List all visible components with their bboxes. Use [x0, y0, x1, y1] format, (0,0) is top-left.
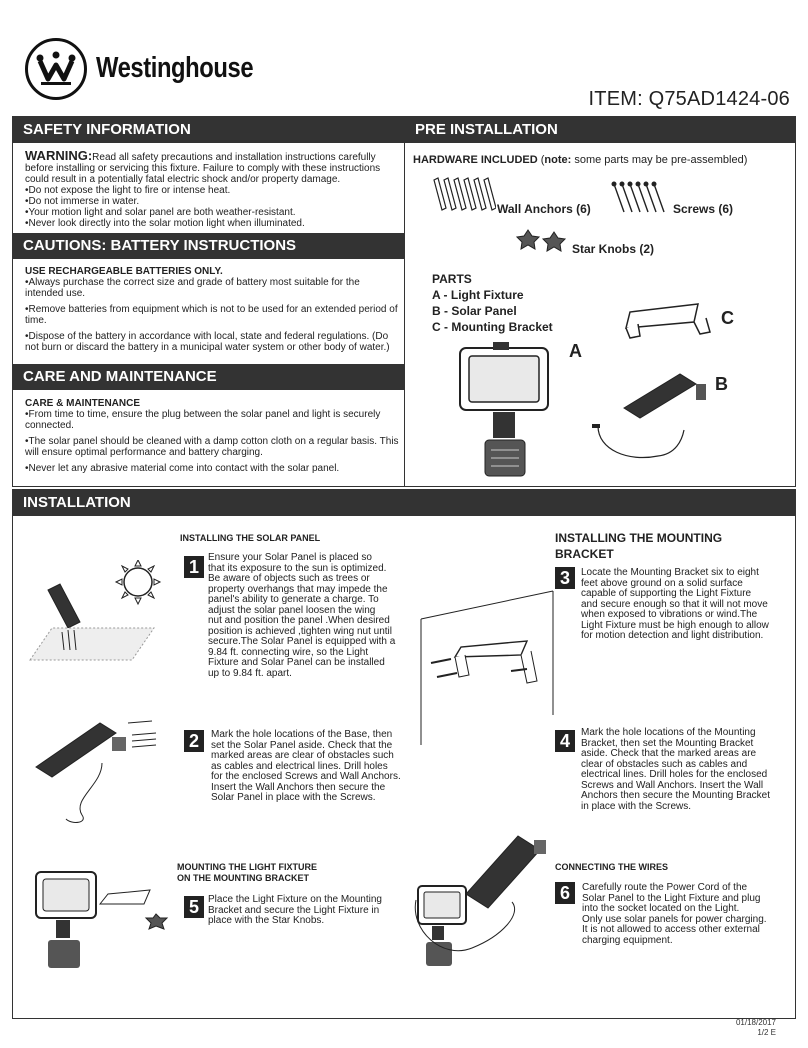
cautions-body	[25, 266, 399, 353]
parts-title: PARTS	[432, 272, 472, 286]
pre-installation-header: PRE INSTALLATION	[405, 117, 795, 143]
cautions-bullet: •Dispose of the battery in accordance with local, state and federal regulations. (Do not burn or discard the battery in a municipal water system or other body of water.)	[25, 331, 390, 353]
step-1-text: Ensure your Solar Panel is placed so that its exposure to the sun is optimized. Be aware of objects such as trees or property overhangs that may impede the panel's ability to generate a charge. To adjust the solar panel loosen the wing nut and position the panel .When desired position is achieved ,tighten wing nut until secure.The Solar Panel is equipped with a 9.84 ft. connecting wire, so the Light Fixture and Solar Panel can be installed up to 9.84 ft. apart.	[208, 552, 396, 679]
hardware-included: HARDWARE INCLUDED (note: some parts may be pre-assembled)	[413, 154, 748, 166]
footer	[736, 1018, 776, 1038]
solar-panel-illustration	[588, 370, 713, 468]
screws-icon	[610, 180, 672, 216]
cautions-header: CAUTIONS: BATTERY INSTRUCTIONS	[13, 233, 404, 259]
column-divider	[404, 116, 405, 487]
light-fixture-illustration	[455, 340, 555, 485]
step-2-text: Mark the hole locations of the Base, then set the Solar Panel aside. Check that the marked areas are clear of obstacles such as cables and electrical lines. Drill holes for the enclosed Screws and Wall Anchors. Insert the Wall Anchors then secure the Solar Panel in place with the Screws.	[211, 729, 401, 803]
safety-bullet: •Your motion light and solar panel are both weather-resistant.	[25, 207, 296, 218]
care-subtitle: CARE & MAINTENANCE	[25, 398, 140, 409]
part-letter-c: C	[721, 308, 734, 328]
wall-bracket-illustration	[415, 585, 555, 745]
step-5-number: 5	[184, 896, 204, 918]
footer-page: 1/2 E	[757, 1028, 776, 1037]
brand-name: Westinghouse	[96, 52, 254, 84]
part-item: B - Solar Panel	[432, 304, 517, 318]
solar-panel-mount-illustration	[32, 715, 172, 830]
step-1-number: 1	[184, 556, 204, 578]
safety-bullet: •Never look directly into the solar motion light when illuminated.	[25, 218, 305, 229]
care-bullet: •From time to time, ensure the plug between the solar panel and light is securely connected.	[25, 409, 381, 431]
safety-header: SAFETY INFORMATION	[13, 117, 404, 143]
hardware-label: HARDWARE INCLUDED	[413, 154, 538, 166]
step-3-text: Locate the Mounting Bracket six to eight feet above ground on a solid surface capable of supporting the Light Fixture and secure enough so that it will not move when exposed to vibrations or wind.The Light Fixture must be high enough to allow for motion detection and light distribution.	[581, 567, 769, 641]
part-item: C - Mounting Bracket	[432, 320, 553, 334]
mounting-bracket-heading: INSTALLING THE MOUNTING BRACKET	[555, 531, 723, 561]
note-text: some parts may be pre-assembled)	[571, 154, 748, 166]
care-bullet: •Never let any abrasive material come into contact with the solar panel.	[25, 463, 340, 474]
light-fixture-heading: MOUNTING THE LIGHT FIXTURE ON THE MOUNTING BRACKET	[177, 862, 317, 883]
solar-panel-sun-illustration	[28, 560, 168, 680]
cautions-bullet: •Always purchase the correct size and grade of battery most suitable for the intended use.	[25, 277, 360, 299]
westinghouse-w-logo-icon	[25, 38, 87, 100]
cautions-bullet: •Remove batteries from equipment which is not to be used for an extended period of time.	[25, 304, 398, 326]
wires-heading: CONNECTING THE WIRES	[555, 862, 669, 872]
part-item: A - Light Fixture	[432, 288, 524, 302]
step-4-number: 4	[555, 730, 575, 752]
safety-bullet: •Do not immerse in water.	[25, 196, 140, 207]
mounting-bracket-illustration	[620, 292, 718, 344]
step-4-text: Mark the hole locations of the Mounting Bracket, then set the Mounting Bracket aside. Check that the marked areas are clear of obstacles such as cables and electrical lines. Drill holes for the enclosed Screws and Wall Anchors. Insert the Wall Anchors then secure the Mounting Bracket in place with the Screws.	[581, 727, 770, 812]
star-knobs-label: Star Knobs (2)	[572, 242, 655, 256]
parts-list	[432, 271, 553, 335]
step-2-number: 2	[184, 730, 204, 752]
part-letter-b: B	[715, 374, 728, 394]
safety-bullet: •Do not expose the light to fire or intense heat.	[25, 185, 231, 196]
item-number: ITEM: Q75AD1424-06	[588, 88, 790, 110]
care-body	[25, 398, 399, 474]
care-header: CARE AND MAINTENANCE	[13, 364, 404, 390]
star-knobs-icon	[516, 228, 572, 256]
safety-warning	[25, 150, 397, 229]
footer-date: 01/18/2017	[735, 1018, 776, 1027]
warning-text: Read all safety precautions and installation instructions carefully before installing or servicing this fixture. Failure to comply with these instructions could result in a potentially fatal electric shock and/or property damage.	[25, 152, 381, 185]
fixture-on-bracket-illustration	[30, 868, 185, 973]
step-3-number: 3	[555, 567, 575, 589]
note-label: note:	[544, 154, 572, 166]
screws-label: Screws (6)	[673, 202, 734, 216]
warning-label: WARNING:	[25, 148, 93, 163]
step-5-text: Place the Light Fixture on the Mounting Bracket and secure the Light Fixture in place with the Star Knobs.	[208, 894, 382, 926]
solar-panel-heading: INSTALLING THE SOLAR PANEL	[180, 533, 321, 543]
care-bullet: •The solar panel should be cleaned with a damp cotton cloth on a regular basis. This will ensure optimal performance and battery charging.	[25, 436, 399, 458]
wall-anchors-icon	[430, 176, 496, 216]
part-letter-a: A	[569, 341, 582, 361]
step-6-number: 6	[555, 882, 575, 904]
wall-anchors-label: Wall Anchors (6)	[497, 202, 591, 216]
cautions-subtitle: USE RECHARGEABLE BATTERIES ONLY.	[25, 266, 223, 277]
installation-header: INSTALLATION	[13, 490, 795, 516]
step-6-text: Carefully route the Power Cord of the Solar Panel to the Light Fixture and plug into the socket located on the Light. Only use solar panels for power charging. It is not allowed to access other external charging equipment.	[582, 882, 767, 946]
connect-wires-illustration	[412, 830, 552, 975]
